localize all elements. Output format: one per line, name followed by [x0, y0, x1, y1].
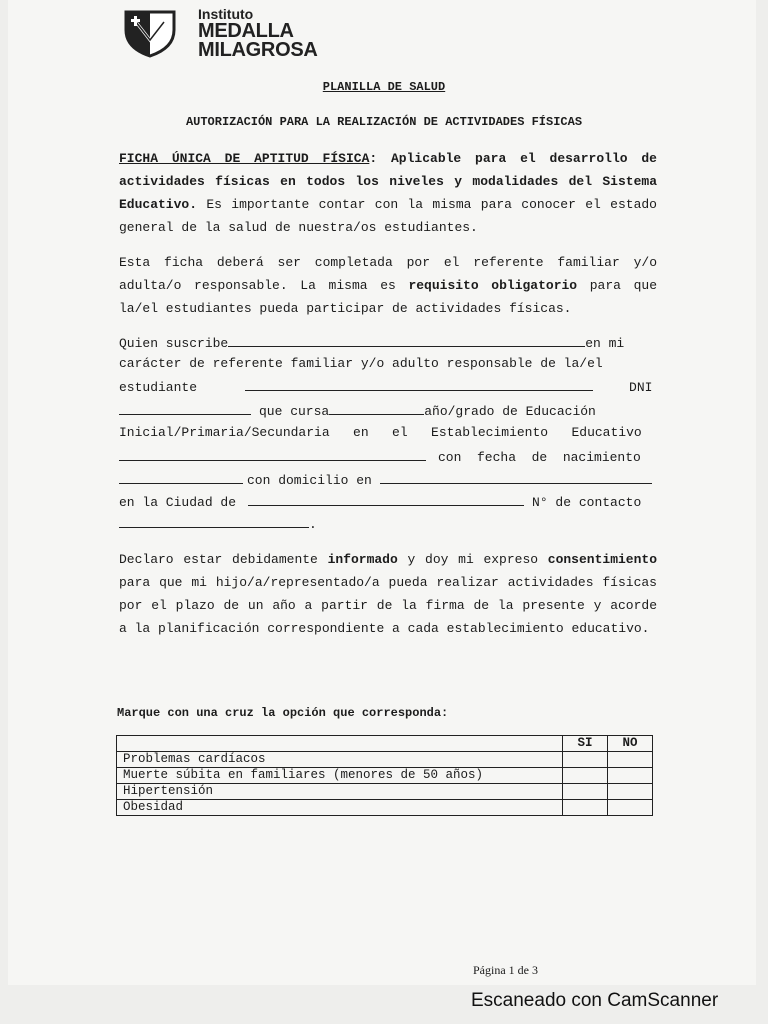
label-domicilio: con domicilio en [247, 473, 372, 488]
checkbox-no[interactable] [608, 784, 653, 800]
scanner-watermark: Escaneado con CamScanner [471, 990, 719, 1011]
declaration-t2: y doy mi expreso [397, 552, 548, 567]
form-line-4 [119, 402, 596, 419]
intro-paragraph [119, 147, 657, 239]
intro-heading: FICHA ÚNICA DE APTITUD FÍSICA [119, 151, 370, 166]
label-quien-suscribe: Quien suscribe [119, 336, 229, 351]
declaration-b1: informado [327, 552, 398, 567]
logo-line-3: MILAGROSA [198, 39, 318, 61]
header-si: SI [563, 736, 608, 752]
form-line-7 [119, 471, 652, 488]
label-que-cursa: que cursa [259, 404, 330, 419]
declaration-t3: para que mi hijo/a/representado/a pueda realizar actividades físicas por el plazo de un año a partir de la firma de la presente y acorde a la planificación correspondiente a cada establecimiento educativo. [119, 575, 657, 636]
completion-bold: requisito obligatorio [408, 278, 578, 293]
table-header-row [117, 736, 653, 752]
form-line-5: Inicial/Primaria/Secundaria en el Establecimiento Educativo [119, 425, 642, 440]
document-subtitle: AUTORIZACIÓN PARA LA REALIZACIÓN DE ACTIVIDADES FÍSICAS [185, 115, 583, 129]
form-line-6 [119, 448, 641, 465]
health-checklist-table [116, 735, 653, 816]
checklist-instruction: Marque con una cruz la opción que corresponda: [117, 706, 449, 720]
completion-text-a: Esta ficha deberá ser completada por el referente familiar y/o adulta/o responsable. La misma es [119, 255, 657, 293]
header-no: NO [608, 736, 653, 752]
checkbox-no[interactable] [608, 752, 653, 768]
contact-field[interactable] [119, 515, 309, 528]
form-line-2: carácter de referente familiar y/o adulto responsable de la/el [119, 356, 603, 371]
condition-label: Muerte súbita en familiares (menores de 50 años) [117, 768, 563, 784]
form-line-9 [119, 515, 317, 532]
logo-line-1: Instituto [198, 6, 254, 22]
table-row [117, 752, 653, 768]
intro-bold-text: : Aplicable para el desarrollo de actividades físicas en todos los niveles y modalidades del Sistema Educativo. [119, 151, 657, 212]
label-fecha-nacimiento: con fecha de nacimiento [438, 450, 641, 465]
student-name-field[interactable] [245, 378, 593, 391]
form-line-1 [119, 334, 624, 351]
declaration-t1: Declaro estar debidamente [119, 552, 328, 567]
city-field[interactable] [248, 493, 524, 506]
declaration-paragraph [119, 548, 657, 640]
label-estudiante: estudiante [119, 380, 198, 395]
completion-text-b: para que la/el estudiantes pueda participar de actividades físicas. [119, 278, 657, 316]
label-contacto: N° de contacto [532, 495, 642, 510]
declaration-b2: consentimiento [547, 552, 657, 567]
condition-label: Problemas cardíacos [117, 752, 563, 768]
label-ciudad: en la Ciudad de [119, 495, 237, 510]
label-dni: DNI [629, 380, 653, 395]
label-ano-grado: año/grado de Educación [424, 404, 596, 419]
checkbox-si[interactable] [563, 784, 608, 800]
checkbox-si[interactable] [563, 800, 608, 816]
table-row [117, 768, 653, 784]
address-field[interactable] [380, 471, 652, 484]
document-title: PLANILLA DE SALUD [322, 80, 446, 94]
checkbox-si[interactable] [563, 768, 608, 784]
form-line-8 [119, 493, 641, 510]
grade-field[interactable] [329, 402, 424, 415]
page-number: Página 1 de 3 [473, 963, 538, 977]
header-empty-cell [117, 736, 563, 752]
table-row [117, 784, 653, 800]
logo-line-2: MEDALLA [198, 20, 294, 42]
birthdate-field[interactable] [119, 471, 243, 484]
dni-field[interactable] [119, 402, 251, 415]
checkbox-si[interactable] [563, 752, 608, 768]
form-line-3 [119, 378, 652, 395]
shield-logo-icon [124, 8, 176, 58]
contact-period: . [309, 517, 317, 532]
establishment-field[interactable] [119, 448, 426, 461]
table-row [117, 800, 653, 816]
completion-paragraph [119, 251, 657, 320]
intro-text: Es importante contar con la misma para conocer el estado general de la salud de nuestra/os estudiantes. [119, 197, 657, 235]
label-en-mi: en mi [585, 336, 625, 351]
condition-label: Obesidad [117, 800, 563, 816]
signer-name-field[interactable] [228, 334, 585, 347]
condition-label: Hipertensión [117, 784, 563, 800]
checkbox-no[interactable] [608, 768, 653, 784]
checkbox-no[interactable] [608, 800, 653, 816]
